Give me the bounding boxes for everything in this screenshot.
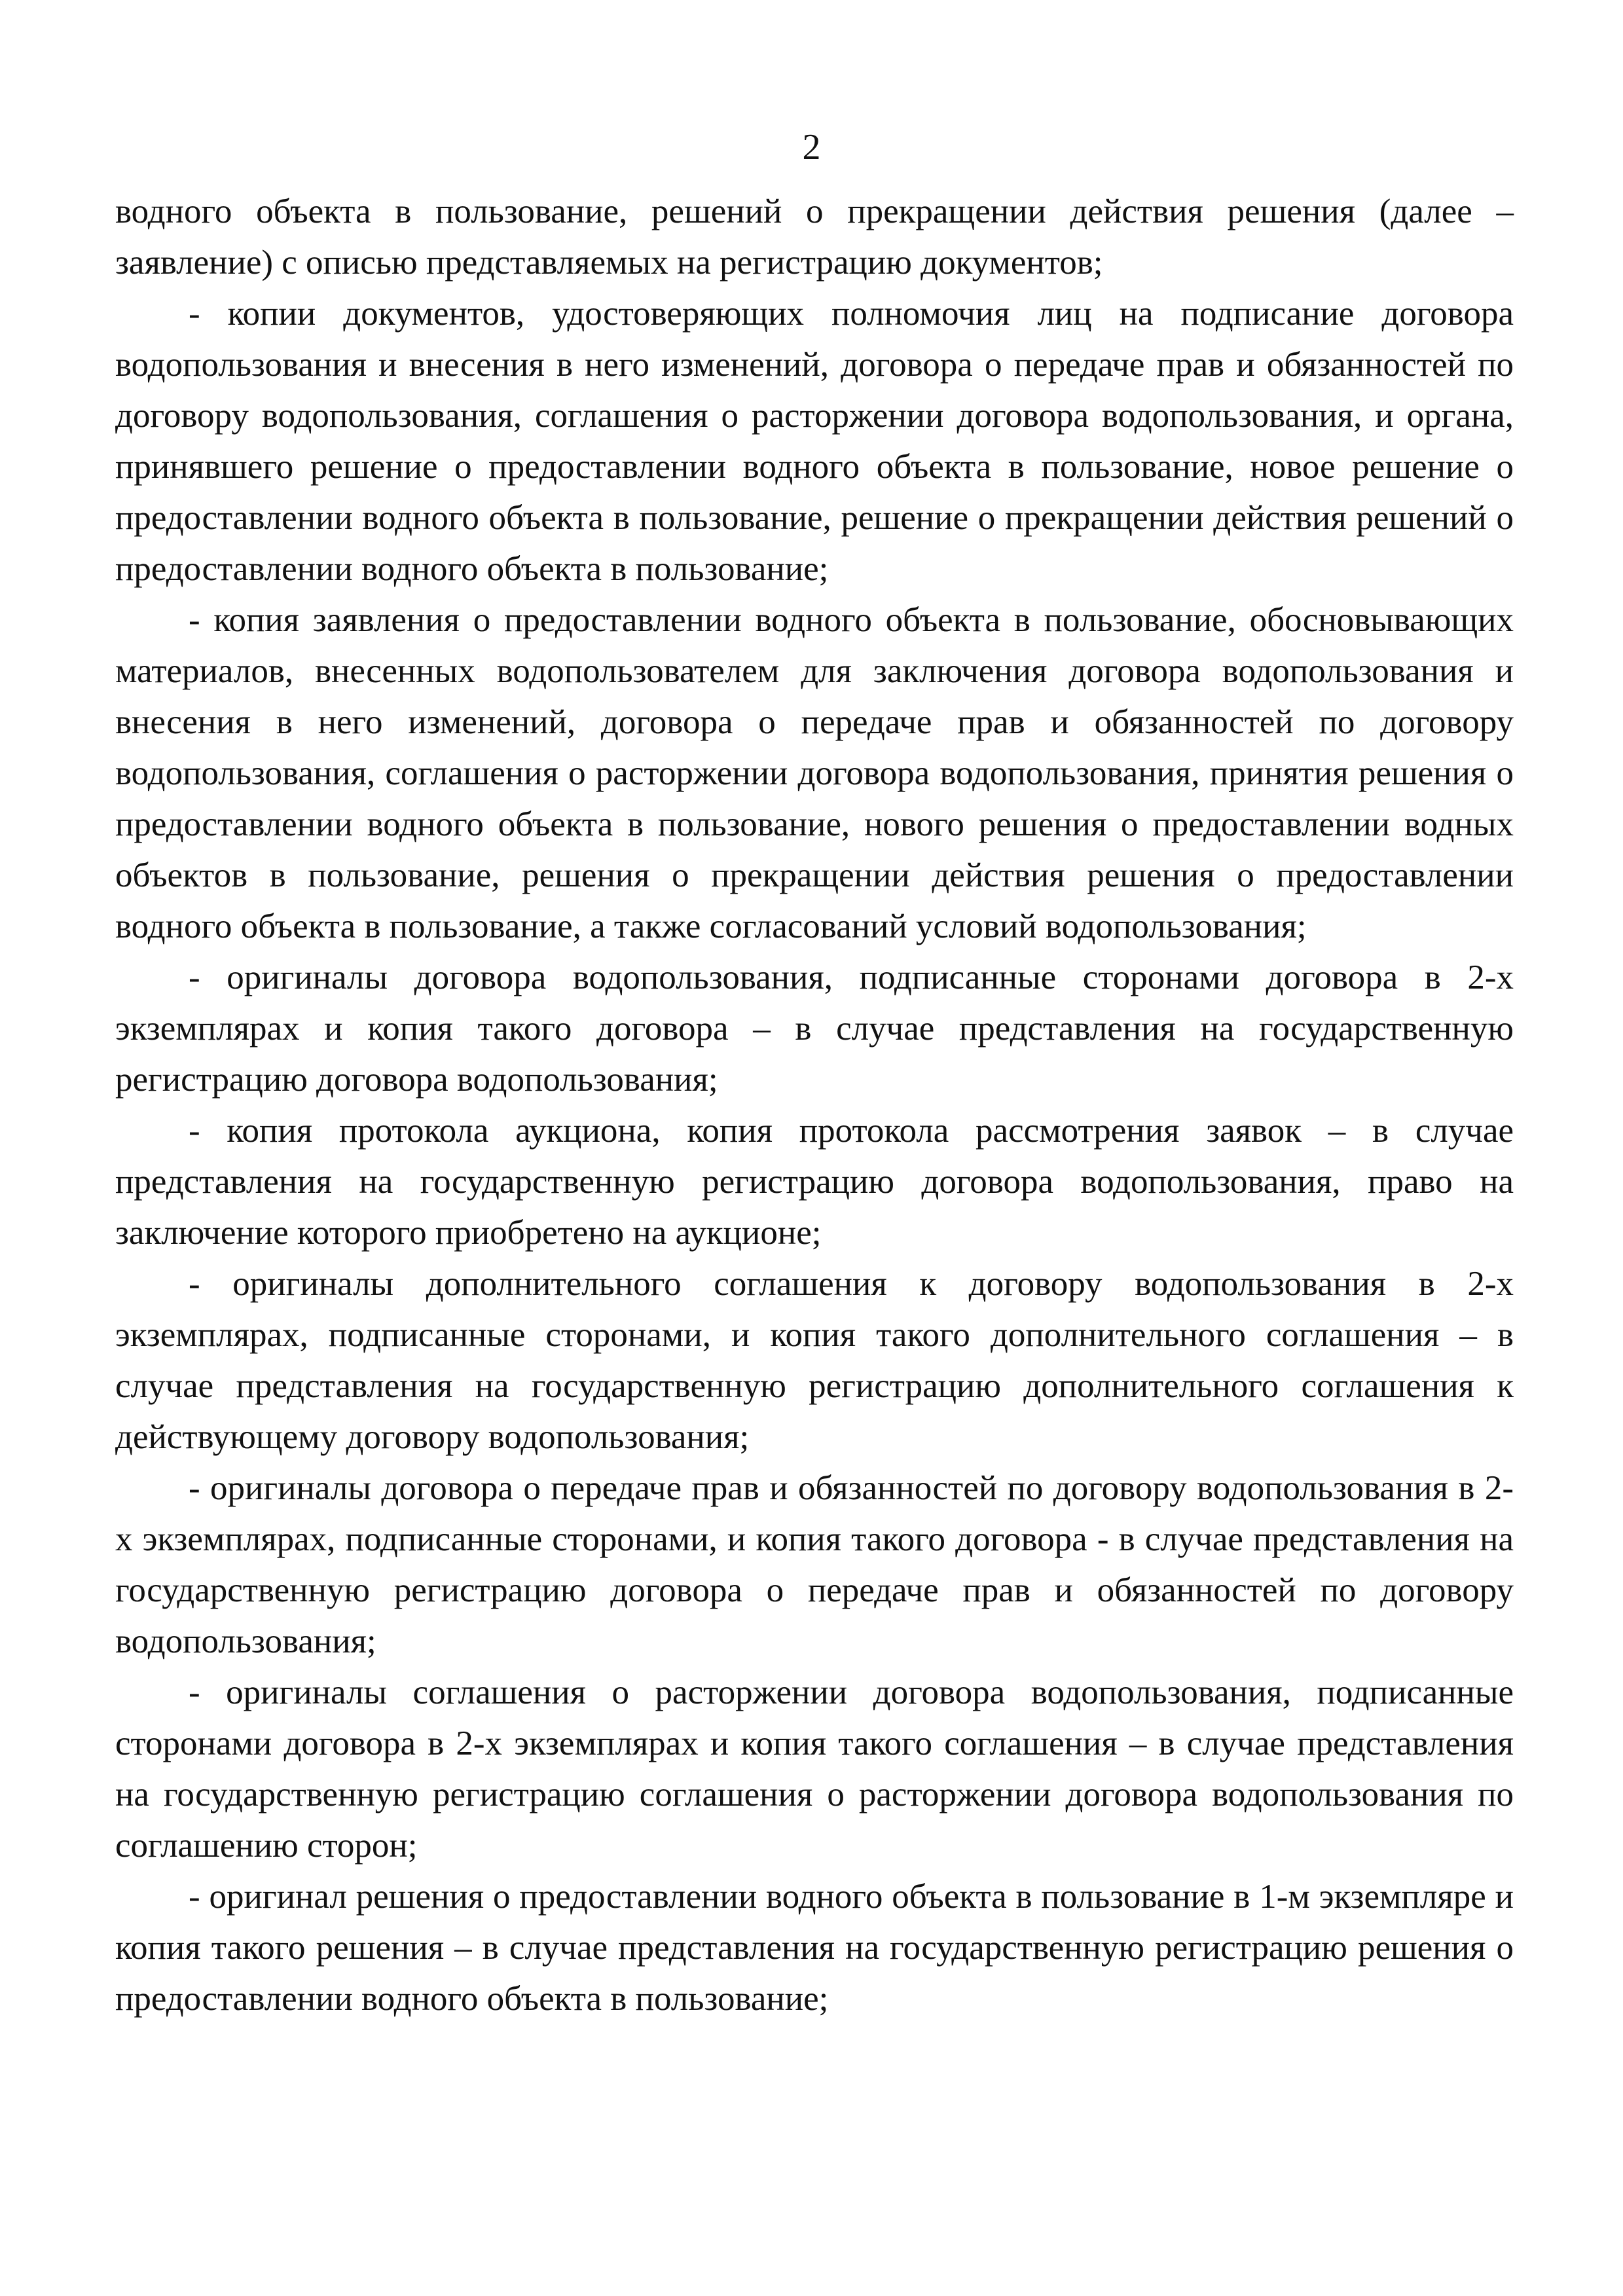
list-item-termination-agreement: - оригиналы соглашения о расторжении договора водопользования, подписанные сторонами договора в 2-х экземплярах и копия такого соглашения – в случае представления на государственную регистрацию соглашения о расторжении договора водопользования по соглашению сторон;: [115, 1673, 1514, 1865]
list-item-auction-protocol: - копия протокола аукциона, копия протокола рассмотрения заявок – в случае представления на государственную регистрацию договора водопользования, право на заключение которого приобретено на аукционе;: [115, 1112, 1514, 1252]
list-item-supplementary-agreement: - оригиналы дополнительного соглашения к договору водопользования в 2-х экземплярах, подписанные сторонами, и копия такого дополнительного соглашения – в случае представления на государственную регистрацию дополнительного соглашения к действующему договору водопользования;: [115, 1265, 1514, 1456]
list-item-contract-originals: - оригиналы договора водопользования, подписанные сторонами договора в 2-х экземплярах и копия такого договора – в случае представления на государственную регистрацию договора водопользования;: [115, 958, 1514, 1099]
paragraph-continuation: водного объекта в пользование, решений о прекращении действия решения (далее – заявление) с описью представляемых на регистрацию документов;: [115, 192, 1514, 282]
document-body: [115, 186, 1514, 2024]
list-item-rights-transfer-contract: - оригиналы договора о передаче прав и обязанностей по договору водопользования в 2-х экземплярах, подписанные сторонами, и копия такого договора - в случае представления на государственную регистрацию договора о передаче прав и обязанностей по договору водопользования;: [115, 1469, 1514, 1660]
list-item-decision-original: - оригинал решения о предоставлении водного объекта в пользование в 1-м экземпляре и копия такого решения – в случае представления на государственную регистрацию решения о предоставлении водного объекта в пользование;: [115, 1878, 1514, 2018]
page-number: 2: [802, 127, 821, 168]
list-item-application-copy: - копия заявления о предоставлении водного объекта в пользование, обосновывающих материалов, внесенных водопользователем для заключения договора водопользования и внесения в него изменений, договора о передаче прав и обязанностей по договору водопользования, соглашения о расторжении договора водопользования, принятия решения о предоставлении водного объекта в пользование, нового решения о предоставлении водных объектов в пользование, решения о прекращении действия решения о предоставлении водного объекта в пользование, а также согласований условий водопользования;: [115, 601, 1514, 945]
list-item-authority-documents: - копии документов, удостоверяющих полномочия лиц на подписание договора водопользования и внесения в него изменений, договора о передаче прав и обязанностей по договору водопользования, соглашения о расторжении договора водопользования, и органа, принявшего решение о предоставлении водного объекта в пользование, новое решение о предоставлении водного объекта в пользование, решение о прекращении действия решений о предоставлении водного объекта в пользование;: [115, 295, 1514, 588]
